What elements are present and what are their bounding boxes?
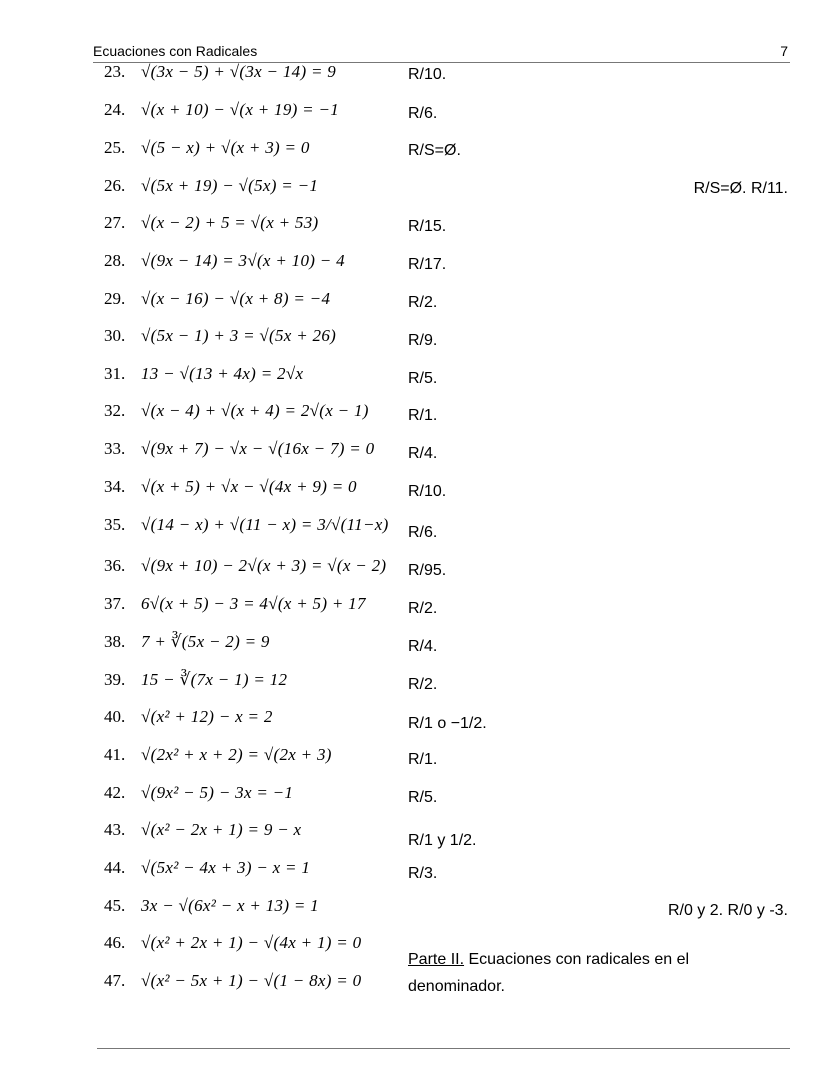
problem-row — [0, 745, 828, 783]
problem-row — [0, 176, 828, 214]
page-number: 7 — [780, 43, 788, 59]
problem-row — [0, 783, 828, 821]
problem-number: 31. — [104, 364, 126, 383]
problem-row — [0, 556, 828, 594]
problem-answer: R/S=Ø. R/11. — [693, 180, 788, 197]
problem-answer: R/0 y 2. R/0 y -3. — [667, 902, 788, 919]
problem-number: 45. — [104, 896, 126, 915]
problem-row — [0, 896, 828, 934]
problem-number: 47. — [104, 971, 126, 990]
problem-row — [0, 401, 828, 439]
problem-number: 26. — [104, 176, 126, 195]
problem-equation: 3x − √(6x² − x + 13) = 1 — [141, 896, 319, 915]
problem-row — [0, 670, 828, 708]
problem-number: 36. — [104, 556, 126, 575]
problem-answer: R/95. — [408, 562, 447, 579]
section-label: Parte II. — [408, 951, 465, 968]
problem-equation: √(x² + 12) − x = 2 — [141, 707, 273, 726]
problem-row — [0, 326, 828, 364]
problem-row — [0, 100, 828, 138]
problem-equation: √(9x + 7) − √x − √(16x − 7) = 0 — [141, 439, 375, 458]
problem-row — [0, 594, 828, 632]
problem-answer: R/6. — [408, 105, 438, 122]
problem-answer: R/4. — [408, 445, 438, 462]
problem-answer: R/15. — [408, 218, 447, 235]
problem-number: 34. — [104, 477, 126, 496]
problem-number: 43. — [104, 820, 126, 839]
problem-equation: √(x + 5) + √x − √(4x + 9) = 0 — [141, 477, 357, 496]
problem-equation: √(5 − x) + √(x + 3) = 0 — [141, 138, 310, 157]
problem-number: 30. — [104, 326, 126, 345]
page-header — [93, 42, 790, 63]
problem-row — [0, 707, 828, 745]
problem-number: 41. — [104, 745, 126, 764]
problem-equation: 15 − ∛(7x − 1) = 12 — [141, 670, 288, 689]
problem-answer: R/1 y 1/2. — [408, 832, 477, 849]
problem-number: 38. — [104, 632, 126, 651]
problem-answer: R/3. — [408, 865, 438, 882]
problem-answer: R/10. — [408, 483, 447, 500]
problem-number: 46. — [104, 933, 126, 952]
problem-equation: √(9x + 10) − 2√(x + 3) = √(x − 2) — [141, 556, 387, 575]
header-title: Ecuaciones con Radicales — [93, 43, 258, 59]
problem-row — [0, 858, 828, 896]
problem-answer: R/17. — [408, 256, 447, 273]
footer-divider — [97, 1048, 790, 1049]
problem-row — [0, 632, 828, 670]
problem-answer: R/S=Ø. — [408, 142, 461, 159]
problem-row — [0, 251, 828, 289]
problem-number: 24. — [104, 100, 126, 119]
problem-answer: R/10. — [408, 66, 447, 83]
problem-answer: R/2. — [408, 294, 438, 311]
problem-row — [0, 515, 828, 553]
problem-equation: √(2x² + x + 2) = √(2x + 3) — [141, 745, 332, 764]
problem-number: 44. — [104, 858, 126, 877]
problem-equation: √(x² − 5x + 1) − √(1 − 8x) = 0 — [141, 971, 362, 990]
problem-answer: R/6. — [408, 524, 438, 541]
problem-equation: √(x² + 2x + 1) − √(4x + 1) = 0 — [141, 933, 362, 952]
problem-number: 25. — [104, 138, 126, 157]
problem-answer: R/1. — [408, 407, 438, 424]
problem-equation: √(x − 16) − √(x + 8) = −4 — [141, 289, 331, 308]
problem-equation: 13 − √(13 + 4x) = 2√x — [141, 364, 304, 383]
problem-row — [0, 213, 828, 251]
problem-answer: R/2. — [408, 676, 438, 693]
problem-row — [0, 364, 828, 402]
problem-number: 27. — [104, 213, 126, 232]
problem-equation: √(x − 4) + √(x + 4) = 2√(x − 1) — [141, 401, 369, 420]
problem-equation: √(14 − x) + √(11 − x) = 3/√(11−x) — [141, 515, 389, 534]
problem-equation: √(3x − 5) + √(3x − 14) = 9 — [141, 62, 337, 81]
problem-equation: √(9x² − 5) − 3x = −1 — [141, 783, 294, 802]
problem-equation: 7 + ∛(5x − 2) = 9 — [141, 632, 270, 651]
problem-equation: √(x² − 2x + 1) = 9 − x — [141, 820, 302, 839]
problem-row — [0, 477, 828, 515]
problem-number: 23. — [104, 62, 126, 81]
problem-equation: √(5x − 1) + 3 = √(5x + 26) — [141, 326, 337, 345]
problem-number: 35. — [104, 515, 126, 534]
problem-answer: R/9. — [408, 332, 438, 349]
problem-number: 42. — [104, 783, 126, 802]
problem-answer: R/5. — [408, 370, 438, 387]
problem-answer: R/4. — [408, 638, 438, 655]
problem-answer: R/5. — [408, 789, 438, 806]
problem-number: 33. — [104, 439, 126, 458]
problem-number: 28. — [104, 251, 126, 270]
problem-equation: 6√(x + 5) − 3 = 4√(x + 5) + 17 — [141, 594, 366, 613]
problem-number: 32. — [104, 401, 126, 420]
problem-row — [0, 138, 828, 176]
section-title: Ecuaciones con radicales en el denominador. — [408, 951, 690, 995]
problem-answer: R/2. — [408, 600, 438, 617]
problem-equation: √(5x² − 4x + 3) − x = 1 — [141, 858, 311, 877]
problem-number: 39. — [104, 670, 126, 689]
problem-number: 29. — [104, 289, 126, 308]
problem-equation: √(5x + 19) − √(5x) = −1 — [141, 176, 319, 195]
problem-equation: √(x − 2) + 5 = √(x + 53) — [141, 213, 319, 232]
problem-number: 37. — [104, 594, 126, 613]
section-heading-part-ii — [408, 946, 788, 1000]
problem-row — [0, 62, 828, 100]
problem-row — [0, 439, 828, 477]
problem-equation: √(9x − 14) = 3√(x + 10) − 4 — [141, 251, 345, 270]
problem-answer: R/1 o −1/2. — [408, 715, 487, 732]
problem-number: 40. — [104, 707, 126, 726]
problem-row — [0, 820, 828, 858]
problem-answer: R/1. — [408, 751, 438, 768]
problem-row — [0, 289, 828, 327]
problem-equation: √(x + 10) − √(x + 19) = −1 — [141, 100, 340, 119]
